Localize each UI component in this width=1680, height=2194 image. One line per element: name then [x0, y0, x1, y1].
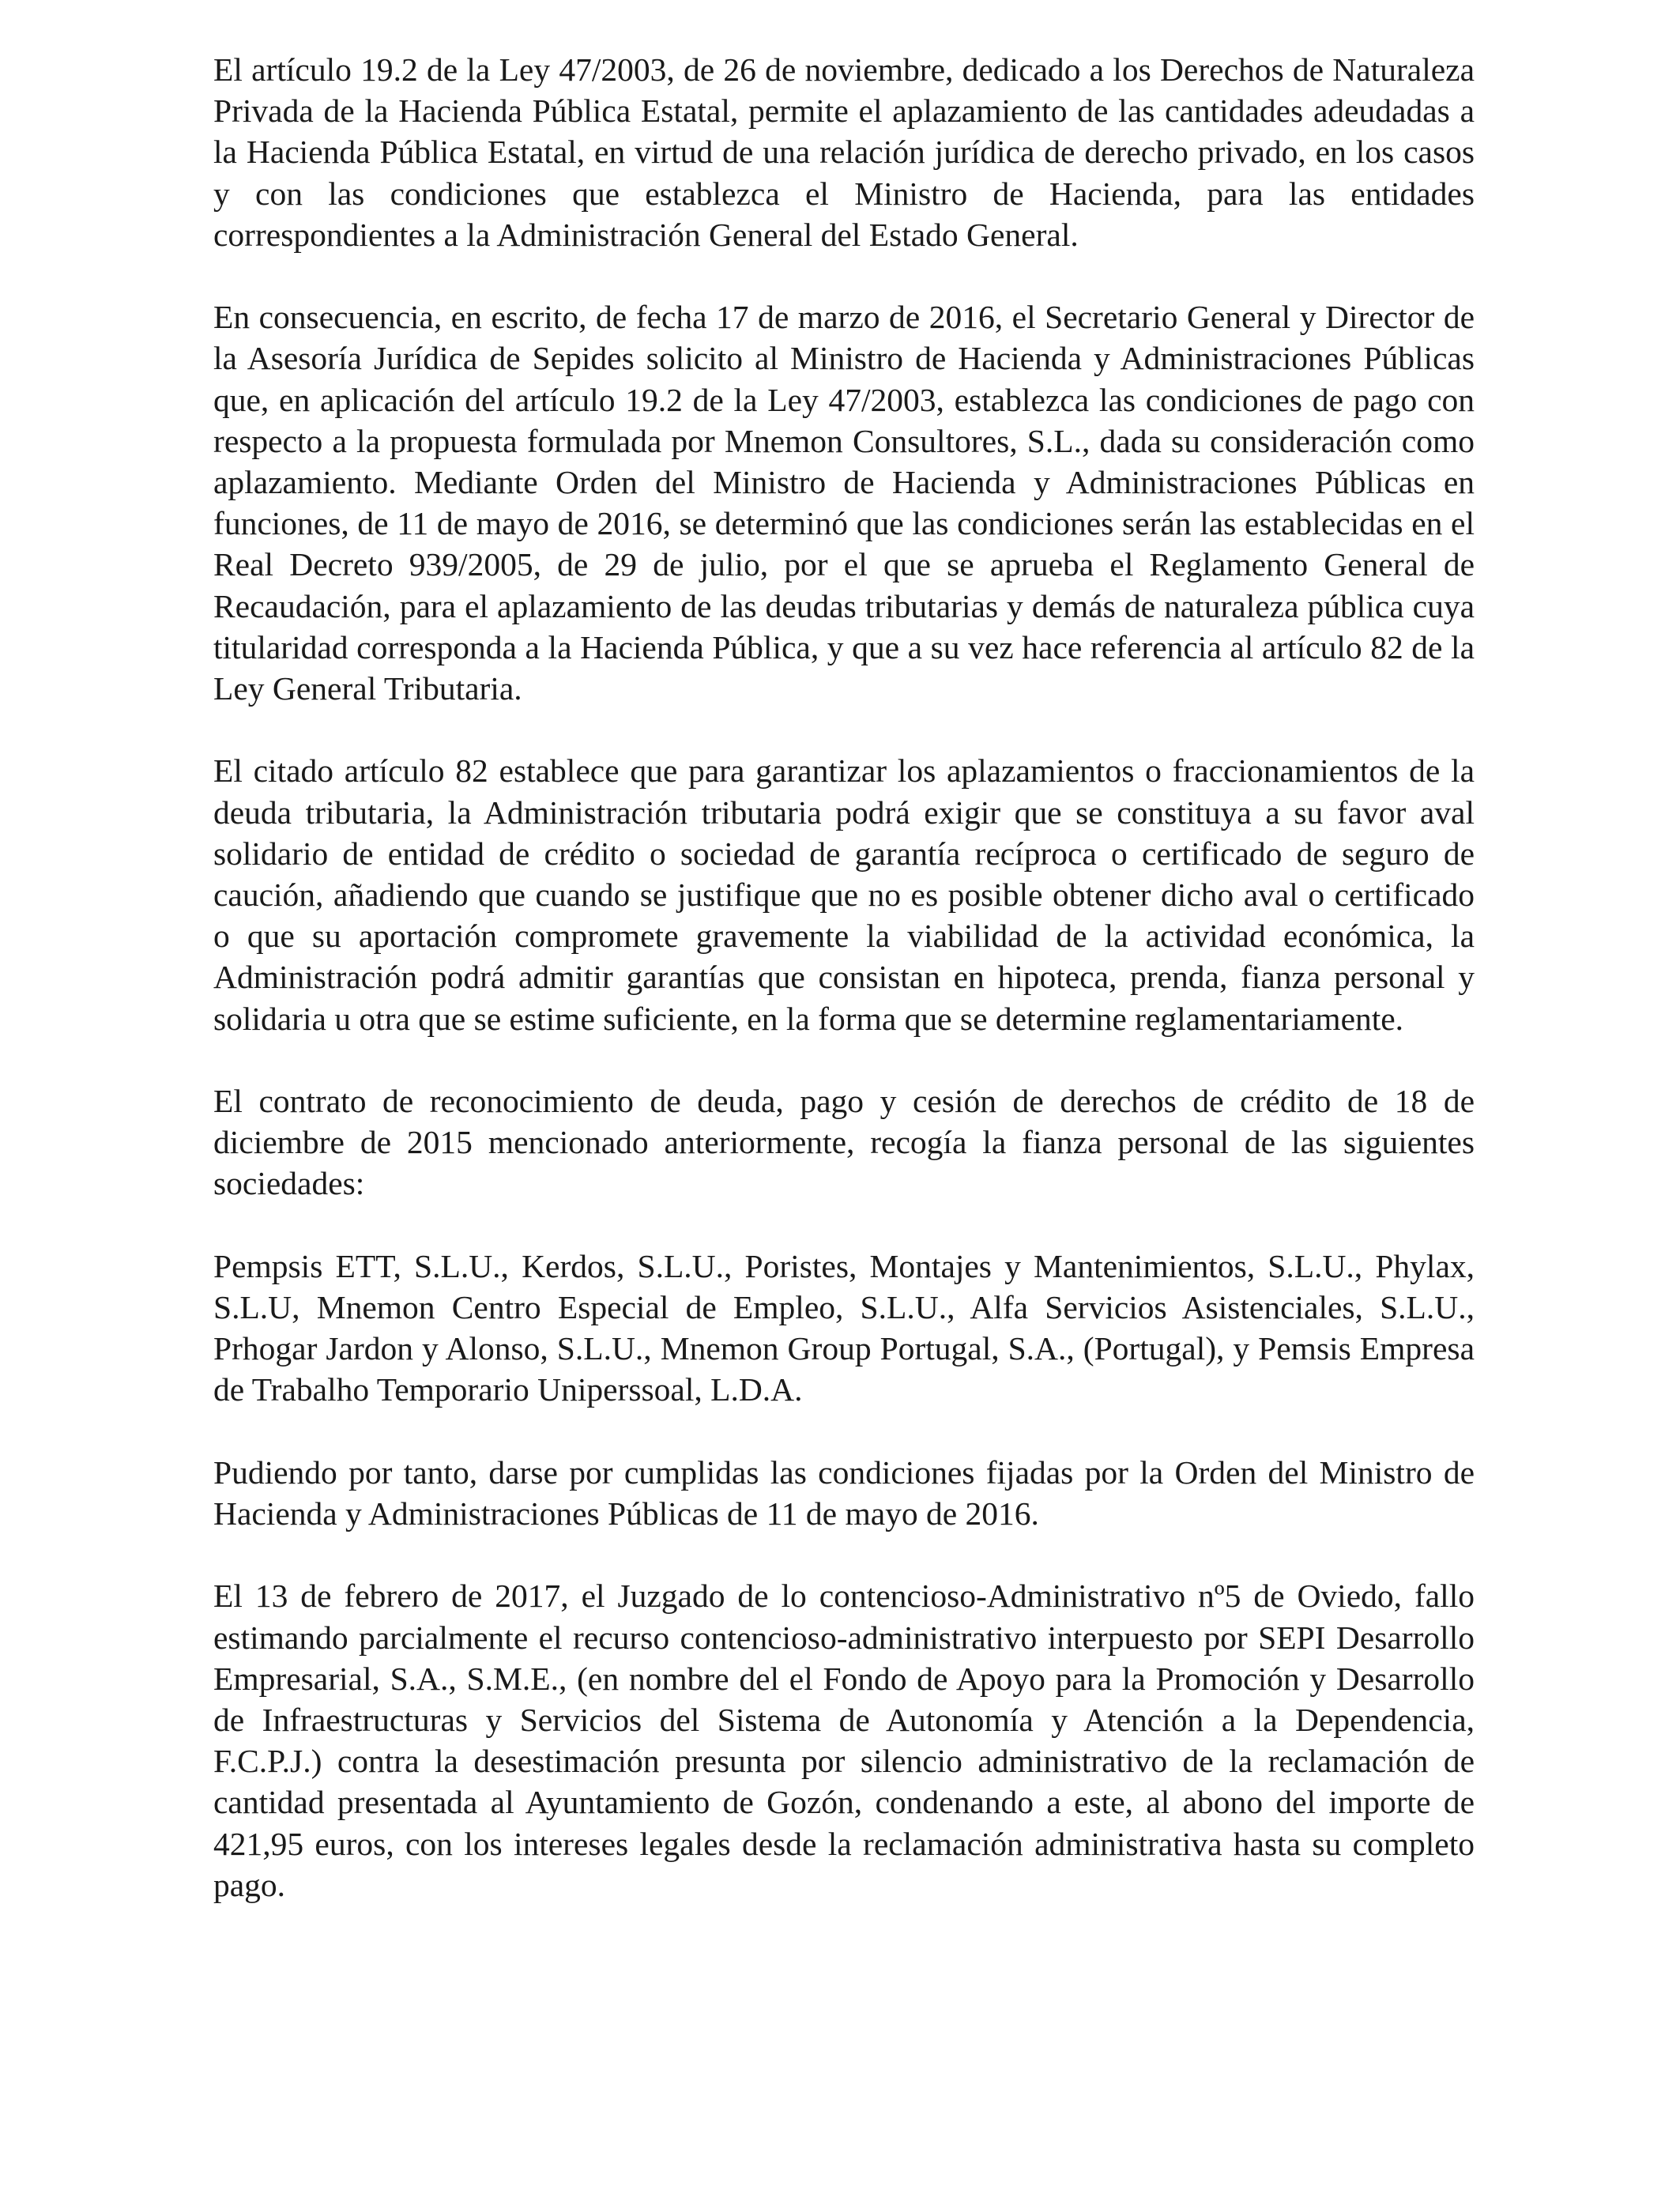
- paragraph-consecuencia: En consecuencia, en escrito, de fecha 17 de marzo de 2016, el Secretario General y Director de la Asesoría Jurídica de Sepides solicito al Ministro de Hacienda y Administraciones Públicas que, en aplicación del artículo 19.2 de la Ley 47/2003, establezca las condiciones de pago con respecto a la propuesta formulada por Mnemon Consultores, S.L., dada su consideración como aplazamiento. Mediante Orden del Ministro de Hacienda y Administraciones Públicas en funciones, de 11 de mayo de 2016, se determinó que las condiciones serán las establecidas en el Real Decreto 939/2005, de 29 de julio, por el que se aprueba el Reglamento General de Recaudación, para el aplazamiento de las deudas tributarias y demás de naturaleza pública cuya titularidad corresponda a la Hacienda Pública, y que a su vez hace referencia al artículo 82 de la Ley General Tributaria.: [213, 299, 1475, 707]
- paragraph-sociedades: Pempsis ETT, S.L.U., Kerdos, S.L.U., Poristes, Montajes y Mantenimientos, S.L.U., Phylax, S.L.U, Mnemon Centro Especial de Empleo, S.L.U., Alfa Servicios Asistenciales, S.L.U., Prhogar Jardon y Alonso, S.L.U., Mnemon Group Portugal, S.A., (Portugal), y Pemsis Empresa de Trabalho Temporario Uniperssoal, L.D.A.: [213, 1247, 1475, 1408]
- paragraph-ley-47-2003: El artículo 19.2 de la Ley 47/2003, de 26 de noviembre, dedicado a los Derechos de Naturaleza Privada de la Hacienda Pública Estatal, permite el aplazamiento de las cantidades adeudadas a la Hacienda Pública Estatal, en virtud de una relación jurídica de derecho privado, en los casos y con las condiciones que establezca el Ministro de Hacienda, para las entidades correspondientes a la Administración General del Estado General.: [213, 51, 1475, 253]
- document-body: [213, 49, 1475, 1906]
- paragraph-articulo-82: El citado artículo 82 establece que para garantizar los aplazamientos o fraccionamientos de la deuda tributaria, la Administración tributaria podrá exigir que se constituya a su favor aval solidario de entidad de crédito o sociedad de garantía recíproca o certificado de seguro de caución, añadiendo que cuando se justifique que no es posible obtener dicho aval o certificado o que su aportación compromete gravemente la viabilidad de la actividad económica, la Administración podrá admitir garantías que consistan en hipoteca, prenda, fianza personal y solidaria u otra que se estime suficiente, en la forma que se determine reglamentariamente.: [213, 752, 1475, 1037]
- paragraph-juzgado-oviedo: El 13 de febrero de 2017, el Juzgado de lo contencioso-Administrativo nº5 de Oviedo, fallo estimando parcialmente el recurso contencioso-administrativo interpuesto por SEPI Desarrollo Empresarial, S.A., S.M.E., (en nombre del el Fondo de Apoyo para la Promoción y Desarrollo de Infraestructuras y Servicios del Sistema de Autonomía y Atención a la Dependencia, F.C.P.J.) contra la desestimación presunta por silencio administrativo de la reclamación de cantidad presentada al Ayuntamiento de Gozón, condenando a este, al abono del importe de 421,95 euros, con los intereses legales desde la reclamación administrativa hasta su completo pago.: [213, 1578, 1475, 1903]
- paragraph-condiciones-cumplidas: Pudiendo por tanto, darse por cumplidas las condiciones fijadas por la Orden del Ministro de Hacienda y Administraciones Públicas de 11 de mayo de 2016.: [213, 1453, 1475, 1532]
- paragraph-contrato: El contrato de reconocimiento de deuda, pago y cesión de derechos de crédito de 18 de diciembre de 2015 mencionado anteriormente, recogía la fianza personal de las siguientes sociedades:: [213, 1083, 1475, 1202]
